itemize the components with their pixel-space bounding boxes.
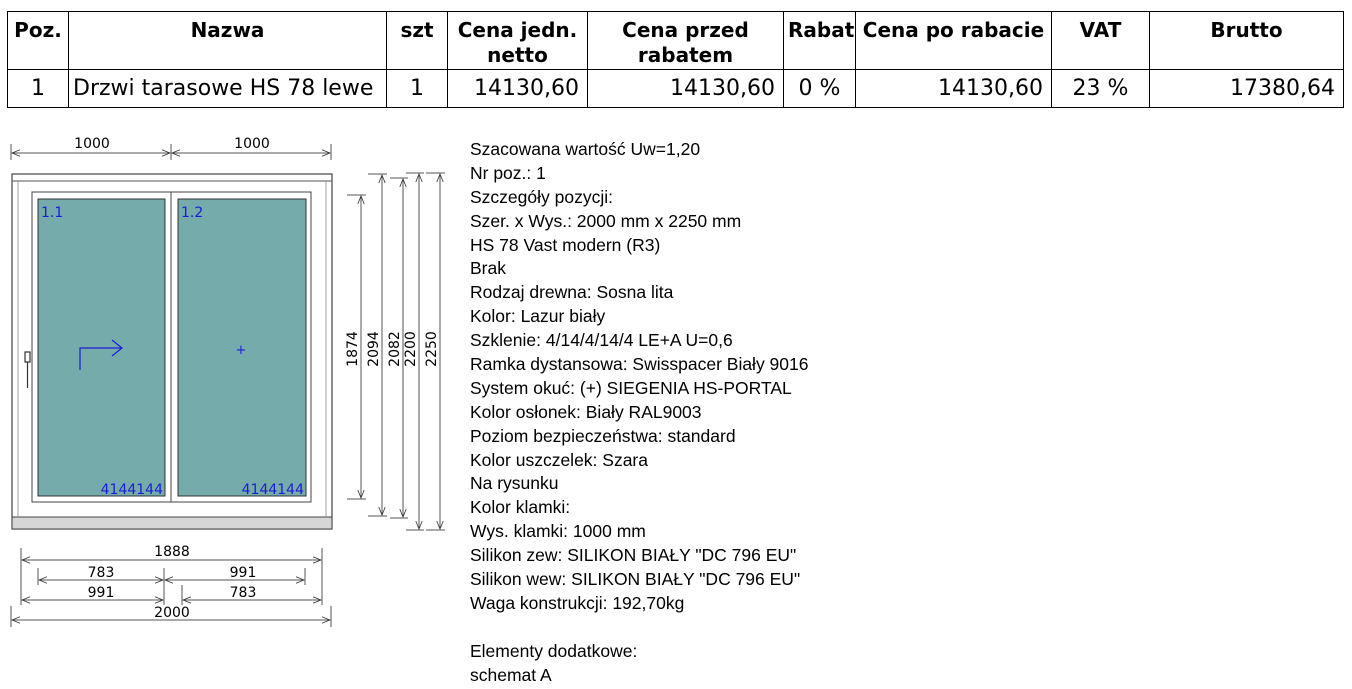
- cell-cena-po: 14130,60: [856, 70, 1052, 108]
- cell-poz: 1: [8, 70, 69, 108]
- spec-line: Kolor uszczelek: Szara: [470, 449, 648, 470]
- cell-rabat: 0 %: [784, 70, 856, 108]
- header-nazwa: Nazwa: [69, 12, 387, 70]
- cell-cena-jedn: 14130,60: [448, 70, 588, 108]
- glass-code-right: 4144144: [241, 482, 304, 498]
- spec-gap: [470, 616, 809, 640]
- cell-szt: 1: [387, 70, 448, 108]
- spec-line: Nr poz.: 1: [470, 162, 546, 183]
- dim-right-2200: 2200: [403, 331, 419, 367]
- header-vat: VAT: [1052, 12, 1150, 70]
- dim-right-2082: 2082: [387, 331, 403, 367]
- quote-table: [7, 11, 1344, 108]
- spec-line: Rodzaj drewna: Sosna lita: [470, 282, 674, 303]
- spec-line: Silikon zew: SILIKON BIAŁY "DC 796 EU": [470, 545, 797, 566]
- cell-cena-przed: 14130,60: [588, 70, 784, 108]
- spec-line: Szacowana wartość Uw=1,20: [470, 139, 701, 159]
- dim-bottom-1888: 1888: [154, 544, 190, 560]
- glass-code-left: 4144144: [100, 482, 163, 498]
- cell-nazwa: Drzwi tarasowe HS 78 lewe: [69, 70, 387, 108]
- spec-line: Kolor klamki:: [470, 497, 571, 518]
- spec-line: Wys. klamki: 1000 mm: [470, 521, 646, 542]
- spec-line: Poziom bezpieczeństwa: standard: [470, 425, 736, 446]
- header-brutto: Brutto: [1150, 12, 1344, 70]
- cell-vat: 23 %: [1052, 70, 1150, 108]
- sash-label-left: 1.1: [41, 205, 64, 221]
- extras-title: Elementy dodatkowe:: [470, 640, 638, 661]
- specification-list: [470, 138, 809, 687]
- table-header-row: [8, 12, 1344, 70]
- dim-right-1874: 1874: [345, 331, 361, 367]
- dim-right-2250: 2250: [424, 331, 440, 367]
- spec-line: Szer. x Wys.: 2000 mm x 2250 mm: [470, 210, 742, 231]
- header-rabat: Rabat: [784, 12, 856, 70]
- dim-top-left: 1000: [74, 136, 110, 152]
- plus-marker-icon: +: [235, 343, 247, 358]
- dim-bottom-991-a: 991: [229, 565, 257, 581]
- cell-brutto: 17380,64: [1150, 70, 1344, 108]
- spec-line: HS 78 Vast modern (R3): [470, 234, 661, 255]
- header-cena-przed: Cena przed rabatem: [588, 12, 784, 70]
- spec-line: Ramka dystansowa: Swisspacer Biały 9016: [470, 354, 809, 375]
- window-drawing: [0, 125, 460, 635]
- table-row: [8, 70, 1344, 108]
- header-poz: Poz.: [8, 12, 69, 70]
- sash-label-right: 1.2: [181, 205, 204, 221]
- header-cena-po: Cena po rabacie: [856, 12, 1052, 70]
- dim-bottom-783-a: 783: [87, 565, 115, 581]
- header-cena-jedn: Cena jedn. netto: [448, 12, 588, 70]
- spec-line: Szklenie: 4/14/4/14/4 LE+A U=0,6: [470, 330, 733, 351]
- dim-bottom-2000: 2000: [154, 605, 190, 621]
- spec-line: Kolor osłonek: Biały RAL9003: [470, 401, 702, 422]
- spec-line: Waga konstrukcji: 192,70kg: [470, 592, 685, 613]
- spec-line: Silikon wew: SILIKON BIAŁY "DC 796 EU": [470, 569, 801, 590]
- top-dimension: [11, 144, 331, 160]
- spec-line: Na rysunku: [470, 473, 559, 494]
- spec-line: System okuć: (+) SIEGENIA HS-PORTAL: [470, 377, 792, 398]
- dim-right-2094: 2094: [366, 331, 382, 367]
- header-szt: szt: [387, 12, 448, 70]
- spec-line: Szczegóły pozycji:: [470, 186, 613, 207]
- spec-line: Brak: [470, 258, 506, 279]
- spec-line: Kolor: Lazur biały: [470, 306, 606, 327]
- dim-bottom-991-b: 991: [87, 585, 115, 601]
- dim-top-right: 1000: [234, 136, 270, 152]
- dim-bottom-783-b: 783: [229, 585, 257, 601]
- extras-value: schemat A: [470, 664, 552, 685]
